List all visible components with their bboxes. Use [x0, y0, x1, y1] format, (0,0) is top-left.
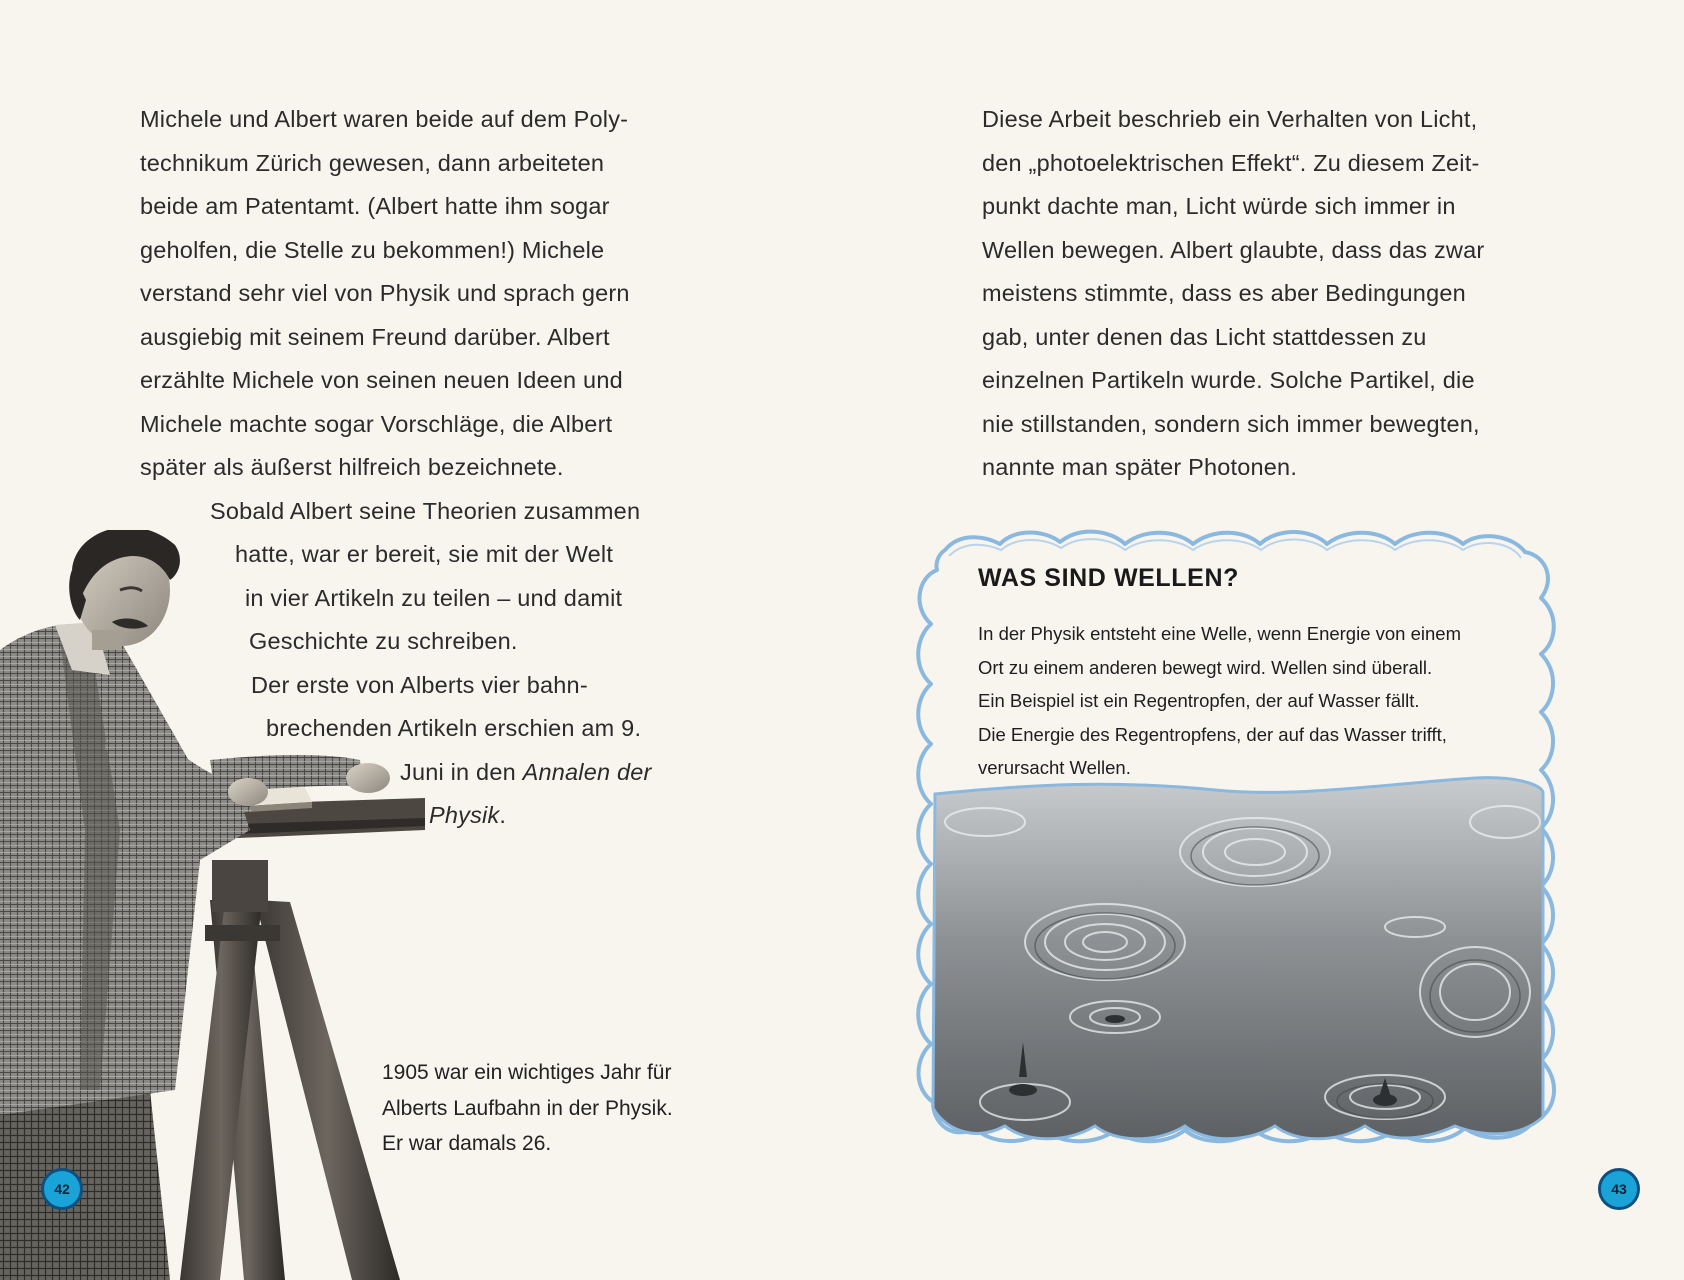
journal-title-part-2: Physik — [429, 802, 500, 828]
wrapped-line-2: hatte, war er bereit, sie mit der Welt — [235, 541, 614, 567]
wrapped-line-5: Der erste von Alberts vier bahn- — [251, 672, 588, 698]
info-box-waves — [915, 522, 1585, 1162]
left-paragraph-1: Michele und Albert waren beide auf dem Poly- technikum Zürich gewesen, dann arbeiteten beide am Patentamt. (Albert hatte ihm sogar geholfen, die Stelle zu bekommen!) Michele verstand sehr viel von Physik und sprach gern ausgiebig mit seinem Freund darüber. Albert erzählte Michele von seinen neuen Ideen und Michele machte sogar Vorschläge, die Albert später als äußerst hilfreich bezeichnete. — [140, 106, 630, 480]
journal-suffix: . — [499, 802, 507, 828]
journal-title-part-1: Annalen der — [522, 759, 652, 785]
info-box-text: In der Physik entsteht eine Welle, wenn Energie von einem Ort zu einem anderen bewegt wird. Wellen sind überall. Ein Beispiel ist ein Regentropfen, der auf Wasser fällt. Die Energie des Regentropfens, der auf das Wasser trifft, verursacht Wellen. — [978, 623, 1461, 778]
page-number-42: 42 — [41, 1168, 83, 1210]
wrapped-line-8 — [429, 794, 506, 838]
page-number-43: 43 — [1598, 1168, 1640, 1210]
wrapped-line-4: Geschichte zu schreiben. — [249, 628, 518, 654]
juni-prefix: Juni in den — [400, 759, 523, 785]
wrapped-line-6: brechenden Artikeln erschien am 9. — [266, 715, 642, 741]
wrapped-line-3: in vier Artikeln zu teilen – und damit — [245, 585, 623, 611]
right-paragraph-1: Diese Arbeit beschrieb ein Verhalten von Licht, den „photoelektrischen Effekt“. Zu diesem Zeit- punkt dachte man, Licht würde sich immer in Wellen bewegen. Albert glaubte, dass das zwar meistens stimmte, dass es aber Bedingungen gab, unter denen das Licht stattdessen zu einzelnen Partikeln wurde. Solche Partikel, die nie stillstanden, sondern sich immer bewegten, nannte man später Photonen. — [982, 106, 1485, 480]
info-box-title: WAS SIND WELLEN? — [978, 564, 1239, 592]
photo-caption: 1905 war ein wichtiges Jahr für Alberts Laufbahn in der Physik. Er war damals 26. — [382, 1061, 673, 1155]
wrapped-line-1: Sobald Albert seine Theorien zusammen — [210, 498, 641, 524]
